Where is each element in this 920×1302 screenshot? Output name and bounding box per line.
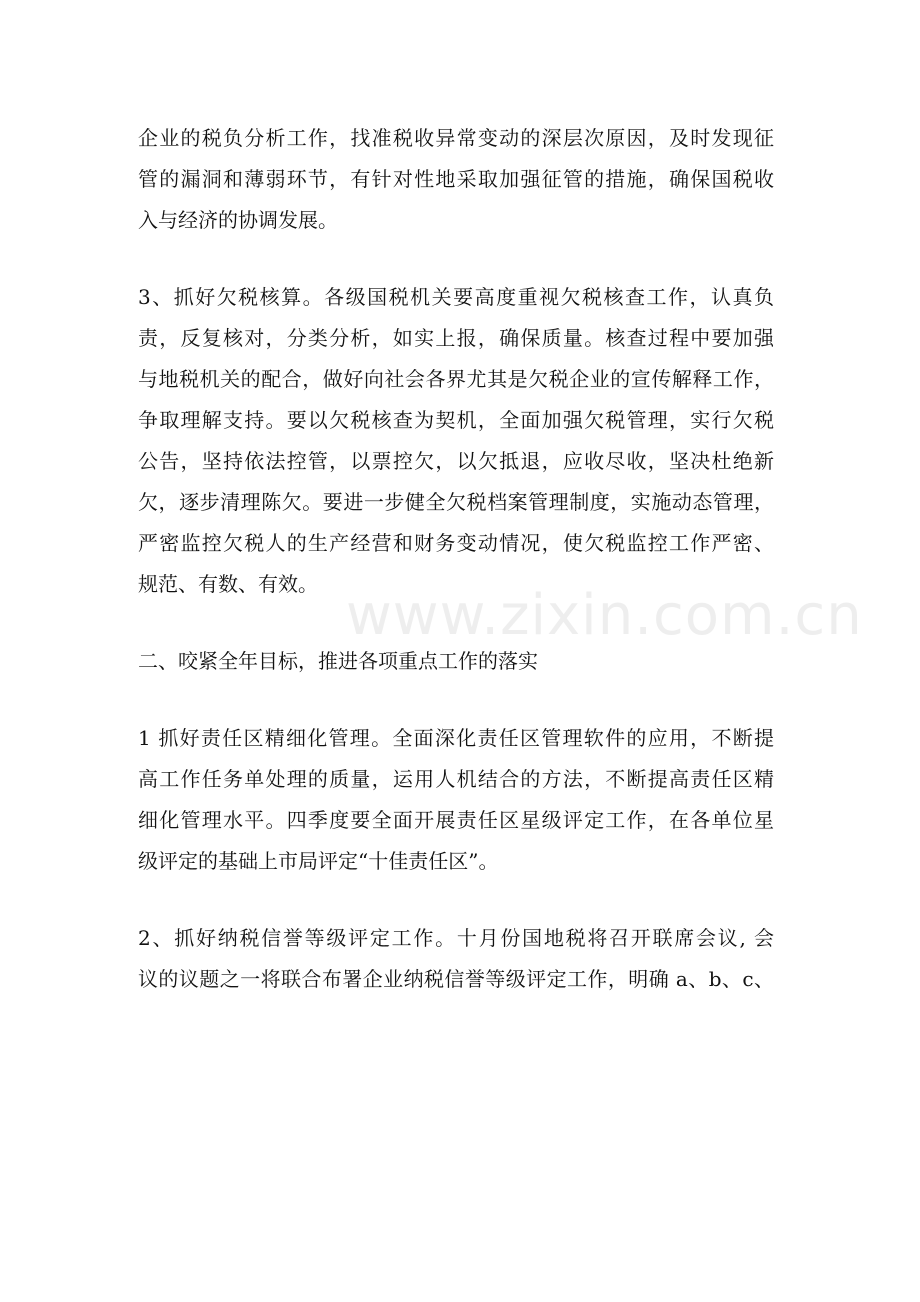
text-line: 2、抓好纳税信誉等级评定工作。十月份国地税将召开联席会议, 会 [138, 926, 774, 950]
section-heading [138, 641, 774, 682]
watermark: www.zixin.com.cn [346, 583, 863, 648]
text-line: 1 抓好责任区精细化管理。全面深化责任区管理软件的应用，不断提 [138, 726, 774, 750]
paragraph-gap [138, 882, 774, 918]
text-line: 企业的税负分析工作，找准税收异常变动的深层次原因，及时发现征 [138, 126, 774, 150]
paragraph-gap [138, 241, 774, 277]
text-line: 议的议题之一将联合布署企业纳税信誉等级评定工作，明确 a、b、c、 [138, 967, 774, 991]
heading-line: 二、咬紧全年目标，推进各项重点工作的落实 [138, 649, 538, 673]
paragraph-credit-rating [138, 918, 774, 1000]
text-line: 3、抓好欠税核算。各级国税机关要高度重视欠税核查工作，认真负 [138, 285, 774, 309]
text-line: 争取理解支持。要以欠税核查为契机，全面加强欠税管理，实行欠税 [138, 408, 774, 432]
text-line: 公告，坚持依法控管，以票控欠，以欠抵退，应收尽收，坚决杜绝新 [138, 449, 774, 473]
text-line: 欠，逐步清理陈欠。要进一步健全欠税档案管理制度，实施动态管理， [138, 490, 774, 514]
text-line: 细化管理水平。四季度要全面开展责任区星级评定工作，在各单位星 [138, 808, 774, 832]
text-line: 高工作任务单处理的质量，运用人机结合的方法，不断提高责任区精 [138, 767, 774, 791]
text-line: 入与经济的协调发展。 [138, 208, 338, 232]
text-line: 规范、有数、有效。 [138, 572, 318, 596]
text-line: 严密监控欠税人的生产经营和财务变动情况，使欠税监控工作严密、 [138, 531, 774, 555]
text-line: 与地税机关的配合，做好向社会各界尤其是欠税企业的宣传解释工作， [138, 367, 774, 391]
paragraph-tax-analysis [138, 118, 774, 241]
text-line: 责，反复核对，分类分析，如实上报，确保质量。核查过程中要加强 [138, 326, 774, 350]
document-body [138, 118, 774, 1000]
paragraph-gap [138, 682, 774, 718]
paragraph-arrears-check [138, 277, 774, 605]
paragraph-responsibility-zone [138, 718, 774, 882]
paragraph-gap [138, 605, 774, 641]
text-line: 级评定的基础上市局评定“十佳责任区”。 [138, 849, 499, 873]
text-line: 管的漏洞和薄弱环节，有针对性地采取加强征管的措施，确保国税收 [138, 167, 774, 191]
